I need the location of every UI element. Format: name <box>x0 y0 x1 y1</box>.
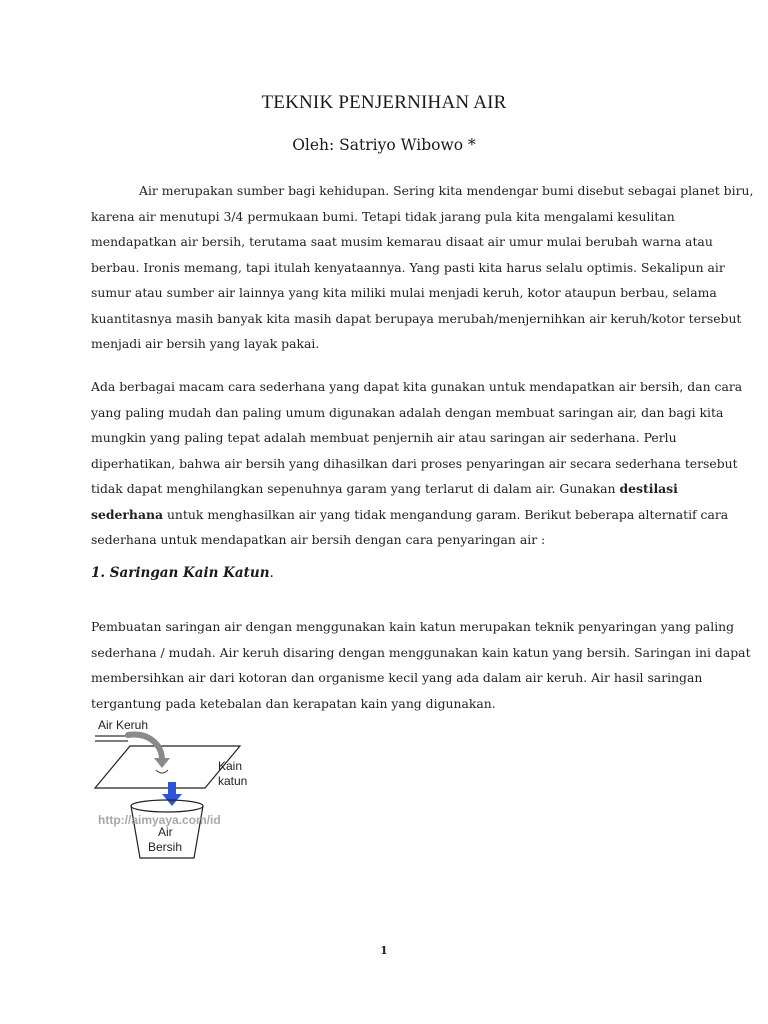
paragraph-line: sederhana untuk mendapatkan air bersih dengan cara penyaringan air : <box>91 532 546 547</box>
drip-mark <box>156 770 168 773</box>
paragraph-line: sederhana / mudah. Air keruh disaring dengan menggunakan kain katun yang bersih. Saringan ini dapat <box>91 644 751 660</box>
paragraph-text: untuk menghasilkan air yang tidak mengandung garam. Berikut beberapa alternatif cara <box>163 506 729 522</box>
paragraph-line: sumur atau sumber air lainnya yang kita miliki mulai menjadi keruh, kotor ataupun berbau, selama <box>91 285 717 300</box>
paragraph-line <box>91 502 729 528</box>
paragraph-line: karena air menutupi 3/4 permukaan bumi. Tetapi tidak jarang pula kita mengalami kesulitan <box>91 208 675 224</box>
figure-label-clean-water: Air <box>158 825 173 839</box>
figure-label-cloth: Kain <box>218 759 243 773</box>
author-line: Oleh: Satriyo Wibowo * <box>292 136 476 154</box>
paragraph-line: Air merupakan sumber bagi kehidupan. Sering kita mendengar bumi disebut sebagai planet biru, <box>139 183 754 198</box>
bold-term: destilasi <box>619 481 678 496</box>
figure-label-cloth: katun <box>218 774 248 788</box>
section-heading-text: 1. Saringan Kain Katun <box>91 565 270 581</box>
paragraph-line: Pembuatan saringan air dengan menggunakan kain katun merupakan teknik penyaringan yang paling <box>91 619 735 634</box>
bold-term: sederhana <box>91 506 164 522</box>
paragraph-line: menjadi air bersih yang layak pakai. <box>91 336 320 351</box>
figure-label-clean-water: Bersih <box>148 840 183 854</box>
pour-arrow-icon <box>128 735 162 760</box>
paragraph-cotton-filter <box>91 614 751 716</box>
paragraph-line: diperhatikan, bahwa air bersih yang dihasilkan dari proses penyaringan air secara sederhana tersebut <box>91 455 738 471</box>
pour-arrowhead-icon <box>154 758 170 768</box>
paragraph-line <box>91 476 691 502</box>
paragraph-line: tergantung pada ketebalan dan kerapatan kain yang digunakan. <box>91 695 496 711</box>
paragraph-line: yang paling mudah dan paling umum digunakan adalah dengan membuat saringan air, dan bagi kita <box>91 404 724 420</box>
flow-arrow-shaft <box>168 782 176 796</box>
paragraph-intro <box>91 178 754 357</box>
paragraph-methods <box>91 374 743 553</box>
section-heading <box>91 565 274 581</box>
section-heading-tail: . <box>269 565 274 581</box>
paragraph-line: berbau. Ironis memang, tapi itulah kenyataannya. Yang pasti kita harus selalu optimis. Sekalipun air <box>91 259 725 275</box>
paragraph-line: mungkin yang paling tepat adalah membuat penjernih air atau saringan air sederhana. Perlu <box>91 430 677 445</box>
cotton-filter-diagram <box>90 716 250 866</box>
page-number: 1 <box>380 944 388 957</box>
paragraph-line: Ada berbagai macam cara sederhana yang dapat kita gunakan untuk mendapatkan air bersih, dan cara <box>91 379 743 394</box>
watermark-url: http://aimyaya.com/id <box>98 813 221 827</box>
paragraph-line: mendapatkan air bersih, terutama saat musim kemarau disaat air umur mulai berubah warna atau <box>91 234 713 249</box>
paragraph-line: membersihkan air dari kotoran dan organisme kecil yang ada dalam air keruh. Air hasil saringan <box>91 670 703 685</box>
paragraph-line: kuantitasnya masih banyak kita masih dapat berupaya merubah/menjernihkan air keruh/kotor tersebut <box>91 310 742 326</box>
bucket-rim <box>131 800 203 812</box>
figure-label-dirty-water: Air Keruh <box>98 718 149 732</box>
page-title: TEKNIK PENJERNIHAN AIR <box>261 92 507 113</box>
paragraph-text: tidak dapat menghilangkan sepenuhnya garam yang terlarut di dalam air. Gunakan <box>91 481 620 496</box>
